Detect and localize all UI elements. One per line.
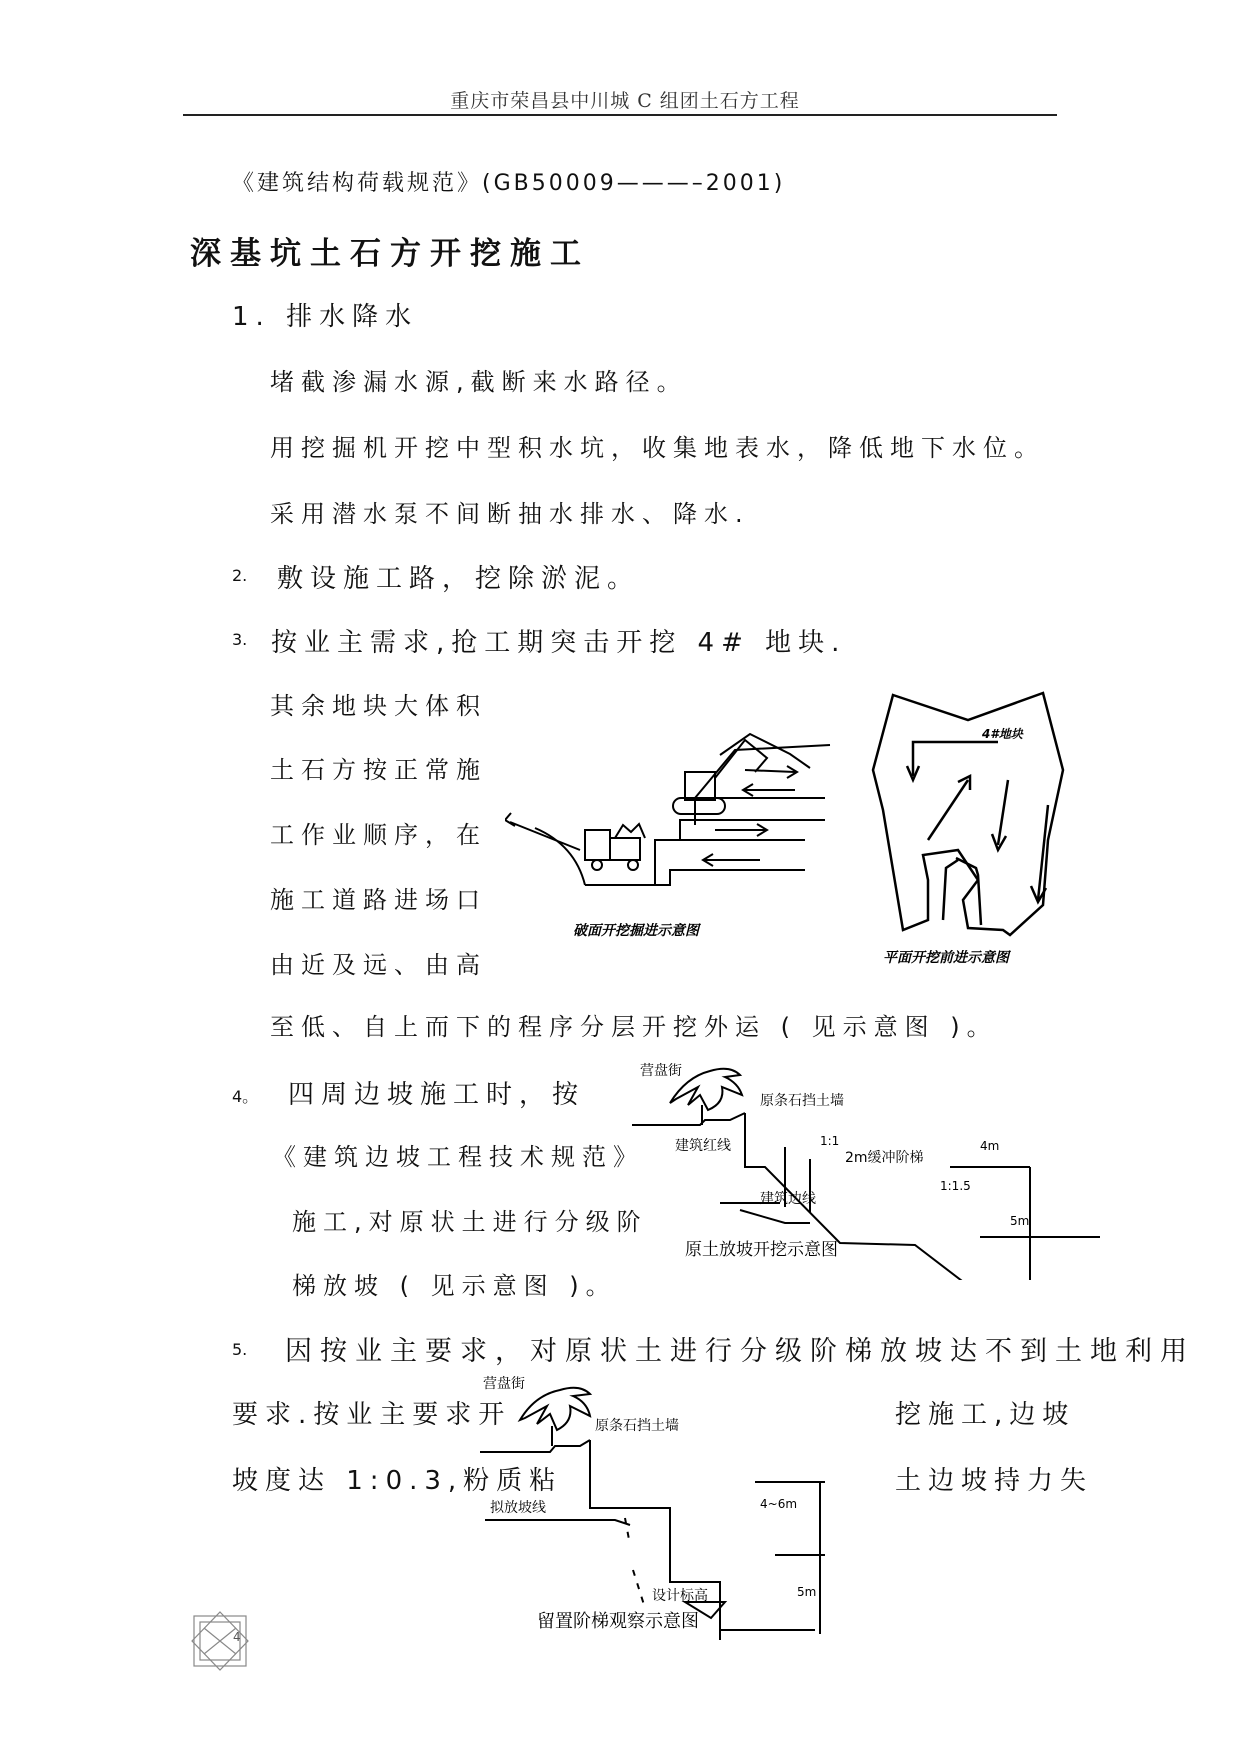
- slope-excavation-figure: [630, 1055, 1105, 1280]
- page-number: 4: [233, 1630, 241, 1644]
- item4-line4: 梯放坡 ( 见示意图 )。: [292, 1272, 617, 1300]
- item3-col-line1: 其余地块大体积: [270, 692, 487, 720]
- slope-wall-label: 原条石挡土墙: [760, 1093, 844, 1109]
- item4-number: 4。: [232, 1087, 259, 1106]
- item5-number: 5.: [232, 1340, 248, 1359]
- slope-ratio1-label: 1:1: [820, 1134, 840, 1148]
- plan-figure-caption: 平面开挖前进示意图: [883, 950, 1009, 966]
- bench-height1-label: 4~6m: [760, 1497, 798, 1511]
- bench-observation-figure: [475, 1370, 875, 1640]
- section-figure-caption: 破面开挖掘进示意图: [573, 923, 699, 939]
- bench-figure-caption: 留置阶梯观察示意图: [537, 1611, 699, 1632]
- item3-col-line5: 由近及远、由高: [270, 951, 487, 979]
- plan-block-label: 4#地块: [982, 727, 1023, 741]
- item5-left-line2: 坡度达 1:0.3,粉质粘: [232, 1466, 563, 1496]
- item4-line3: 施工,对原状土进行分级阶: [292, 1208, 648, 1236]
- item2-text: 敷设施工路，挖除淤泥。: [277, 564, 641, 594]
- slope-edge-label: 建筑边线: [760, 1191, 816, 1207]
- item5-left-line1: 要求.按业主要求开: [232, 1400, 512, 1430]
- item4-line2: 《建筑边坡工程技术规范》: [272, 1143, 644, 1171]
- item5-right-line1: 挖施工,边坡: [895, 1400, 1076, 1430]
- header-rule: [183, 114, 1057, 116]
- plan-excavation-figure: [858, 690, 1073, 970]
- item1-heading: 1. 排水降水: [232, 302, 419, 332]
- bench-wall-label: 原条石挡土墙: [595, 1418, 679, 1434]
- item4-text: 四周边坡施工时，按: [288, 1080, 586, 1110]
- bench-street-label: 营盘街: [483, 1376, 525, 1392]
- item3-text: 按业主需求,抢工期突击开挖 4# 地块.: [271, 628, 847, 658]
- item1-line2: 用挖掘机开挖中型积水坑，收集地表水，降低地下水位。: [270, 434, 1045, 462]
- item5-text: 因按业主要求，对原状土进行分级阶梯放坡达不到土地利用: [285, 1336, 1195, 1367]
- section-title: 深基坑土石方开挖施工: [190, 236, 590, 272]
- item3-number: 3.: [232, 630, 248, 649]
- item2-number: 2.: [232, 566, 248, 585]
- slope-ratio2-label: 1:1.5: [940, 1179, 971, 1193]
- slope-figure-caption: 原土放坡开挖示意图: [685, 1240, 838, 1260]
- slope-height1-label: 4m: [980, 1139, 1000, 1153]
- page-header: 重庆市荣昌县中川城 C 组团土石方工程: [450, 90, 800, 112]
- item1-line1: 堵截渗漏水源,截断来水路径。: [270, 368, 688, 396]
- item3-line-full: 至低、自上而下的程序分层开挖外运 ( 见示意图 )。: [270, 1013, 998, 1041]
- item3-col-line3: 工作业顺序，在: [270, 821, 487, 849]
- bench-height2-label: 5m: [797, 1585, 817, 1599]
- code-reference: 《建筑结构荷载规范》(GB50009———–2001): [232, 171, 786, 196]
- item1-line3: 采用潜水泵不间断抽水排水、降水.: [270, 500, 750, 528]
- bench-planline-label: 拟放坡线: [490, 1500, 546, 1516]
- slope-redline-label: 建筑红线: [675, 1138, 731, 1154]
- slope-height2-label: 5m: [1010, 1214, 1030, 1228]
- item3-col-line2: 土石方按正常施: [270, 756, 487, 784]
- page-number-ornament: [190, 1610, 250, 1672]
- item5-right-line2: 土边坡持力失: [895, 1466, 1094, 1496]
- item3-col-line4: 施工道路进场口: [270, 886, 487, 914]
- section-excavation-figure: [505, 720, 835, 945]
- bench-design-level-label: 设计标高: [652, 1588, 708, 1604]
- slope-street-label: 营盘街: [640, 1063, 682, 1079]
- slope-buffer-label: 2m缓冲阶梯: [845, 1150, 924, 1166]
